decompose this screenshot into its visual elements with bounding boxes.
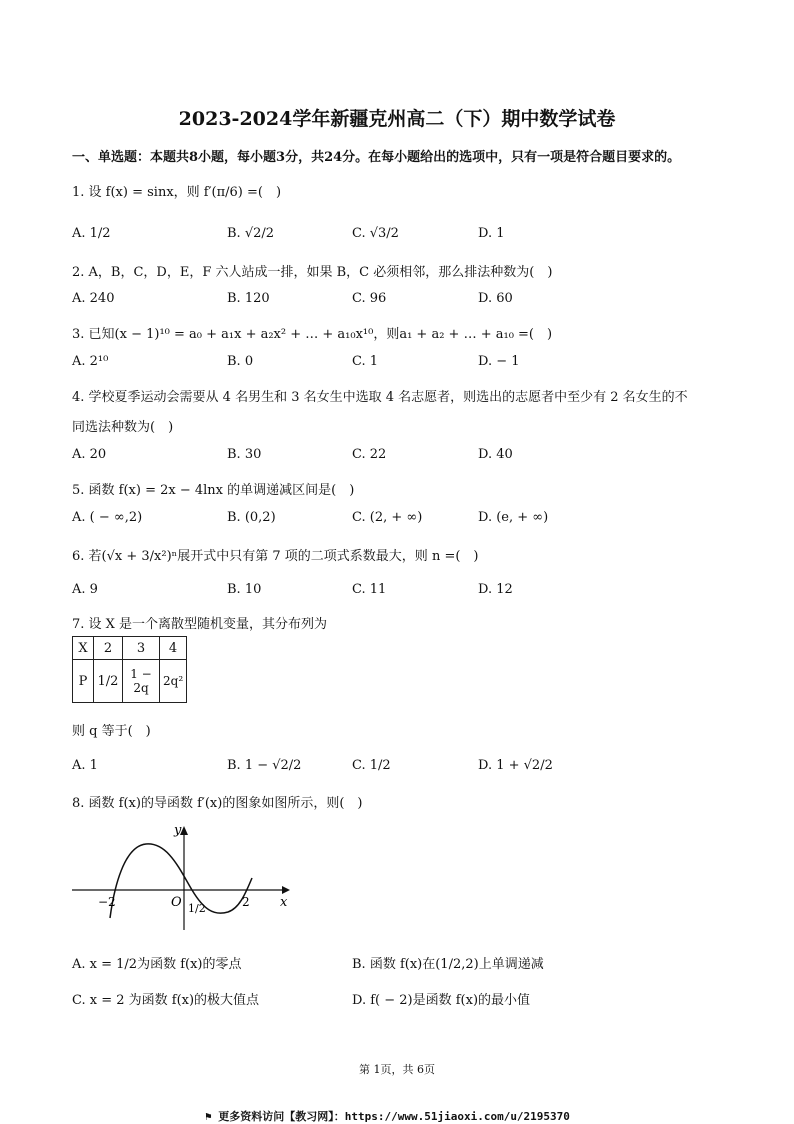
question-7-stem: 7. 设 X 是一个离散型随机变量，其分布列为	[72, 617, 328, 632]
q5-option-d: D. (e, + ∞)	[478, 510, 549, 525]
x-axis-label: x	[280, 895, 288, 910]
question-1-stem: 1. 设 f(x) = sinx，则 f′(π/6) =( )	[72, 185, 282, 200]
question-6-stem: 6. 若(√x + 3/x²)ⁿ展开式中只有第 7 项的二项式系数最大，则 n =( )	[72, 549, 479, 564]
question-7-stem-cont: 则 q 等于( )	[72, 724, 151, 739]
question-2-stem: 2. A，B，C，D，E，F 六人站成一排，如果 B，C 必须相邻，那么排法种数为( )	[72, 265, 553, 280]
q2-option-d: D. 60	[478, 291, 513, 306]
q1-option-a: A. 1/2	[72, 226, 111, 241]
q4-option-d: D. 40	[478, 447, 513, 462]
q5-option-b: B. (0,2)	[227, 510, 276, 525]
promo-banner[interactable]	[205, 1108, 570, 1124]
q3-option-a: A. 2¹⁰	[72, 354, 109, 369]
q2-option-a: A. 240	[72, 291, 115, 306]
tick-label-half: 1/2	[188, 902, 206, 915]
q8-option-d: D. f( − 2)是函数 f(x)的最小值	[352, 993, 531, 1008]
q7-option-a: A. 1	[72, 758, 98, 773]
q6-option-b: B. 10	[227, 582, 262, 597]
q8-option-b: B. 函数 f(x)在(1/2,2)上单调递减	[352, 957, 544, 972]
q8-option-c: C. x = 2 为函数 f(x)的极大值点	[72, 993, 260, 1008]
table-cell: P	[73, 660, 94, 703]
table-cell: 1/2	[94, 660, 123, 703]
q2-option-b: B. 120	[227, 291, 270, 306]
q3-option-b: B. 0	[227, 354, 254, 369]
q5-option-c: C. (2, + ∞)	[352, 510, 423, 525]
q4-option-b: B. 30	[227, 447, 262, 462]
table-cell: 1 − 2q	[123, 660, 160, 703]
table-cell: 2q²	[160, 660, 187, 703]
page-footer: 第 1页，共 6页	[359, 1063, 435, 1076]
distribution-table	[72, 636, 187, 703]
q1-option-d: D. 1	[478, 226, 505, 241]
q7-option-c: C. 1/2	[352, 758, 391, 773]
question-5-stem: 5. 函数 f(x) = 2x − 4lnx 的单调递减区间是( )	[72, 483, 355, 498]
page-title: 2023-2024学年新疆克州高二（下）期中数学试卷	[178, 108, 616, 130]
question-4-stem-cont: 同选法种数为( )	[72, 420, 174, 435]
table-cell: X	[73, 637, 94, 660]
q8-option-a: A. x = 1/2为函数 f(x)的零点	[72, 957, 242, 972]
x-axis-arrow-icon	[282, 886, 290, 894]
y-axis-label: y	[174, 823, 182, 838]
q7-option-d: D. 1 + √2/2	[478, 758, 553, 773]
derivative-graph	[68, 818, 300, 934]
table-cell: 3	[123, 637, 160, 660]
q4-option-a: A. 20	[72, 447, 107, 462]
table-row	[73, 637, 187, 660]
question-3-stem: 3. 已知(x − 1)¹⁰ = a₀ + a₁x + a₂x² + … + a₁₀x¹⁰，则a₁ + a₂ + … + a₁₀ =( )	[72, 327, 553, 342]
q1-option-b: B. √2/2	[227, 226, 275, 241]
question-8-stem: 8. 函数 f(x)的导函数 f′(x)的图象如图所示，则( )	[72, 796, 363, 811]
q6-option-c: C. 11	[352, 582, 387, 597]
q5-option-a: A. ( − ∞,2)	[72, 510, 143, 525]
table-cell: 4	[160, 637, 187, 660]
q7-option-b: B. 1 − √2/2	[227, 758, 302, 773]
flag-icon: ⚑	[205, 1110, 219, 1123]
q6-option-a: A. 9	[72, 582, 98, 597]
promo-banner-text: 更多资料访问【教习网】：https://www.51jiaoxi.com/u/2195370	[218, 1110, 570, 1123]
q3-option-c: C. 1	[352, 354, 379, 369]
q3-option-d: D. − 1	[478, 354, 520, 369]
q2-option-c: C. 96	[352, 291, 387, 306]
table-row	[73, 660, 187, 703]
q1-option-c: C. √3/2	[352, 226, 399, 241]
section-heading: 一、单选题：本题共8小题，每小题3分，共24分。在每小题给出的选项中，只有一项是符合题目要求的。	[72, 150, 681, 165]
question-4-stem: 4. 学校夏季运动会需要从 4 名男生和 3 名女生中选取 4 名志愿者，则选出的志愿者中至少有 2 名女生的不	[72, 390, 688, 405]
q6-option-d: D. 12	[478, 582, 513, 597]
tick-label-2: 2	[242, 895, 250, 909]
tick-label-neg2: −2	[98, 895, 116, 909]
origin-label: O	[171, 895, 182, 910]
table-cell: 2	[94, 637, 123, 660]
q4-option-c: C. 22	[352, 447, 387, 462]
